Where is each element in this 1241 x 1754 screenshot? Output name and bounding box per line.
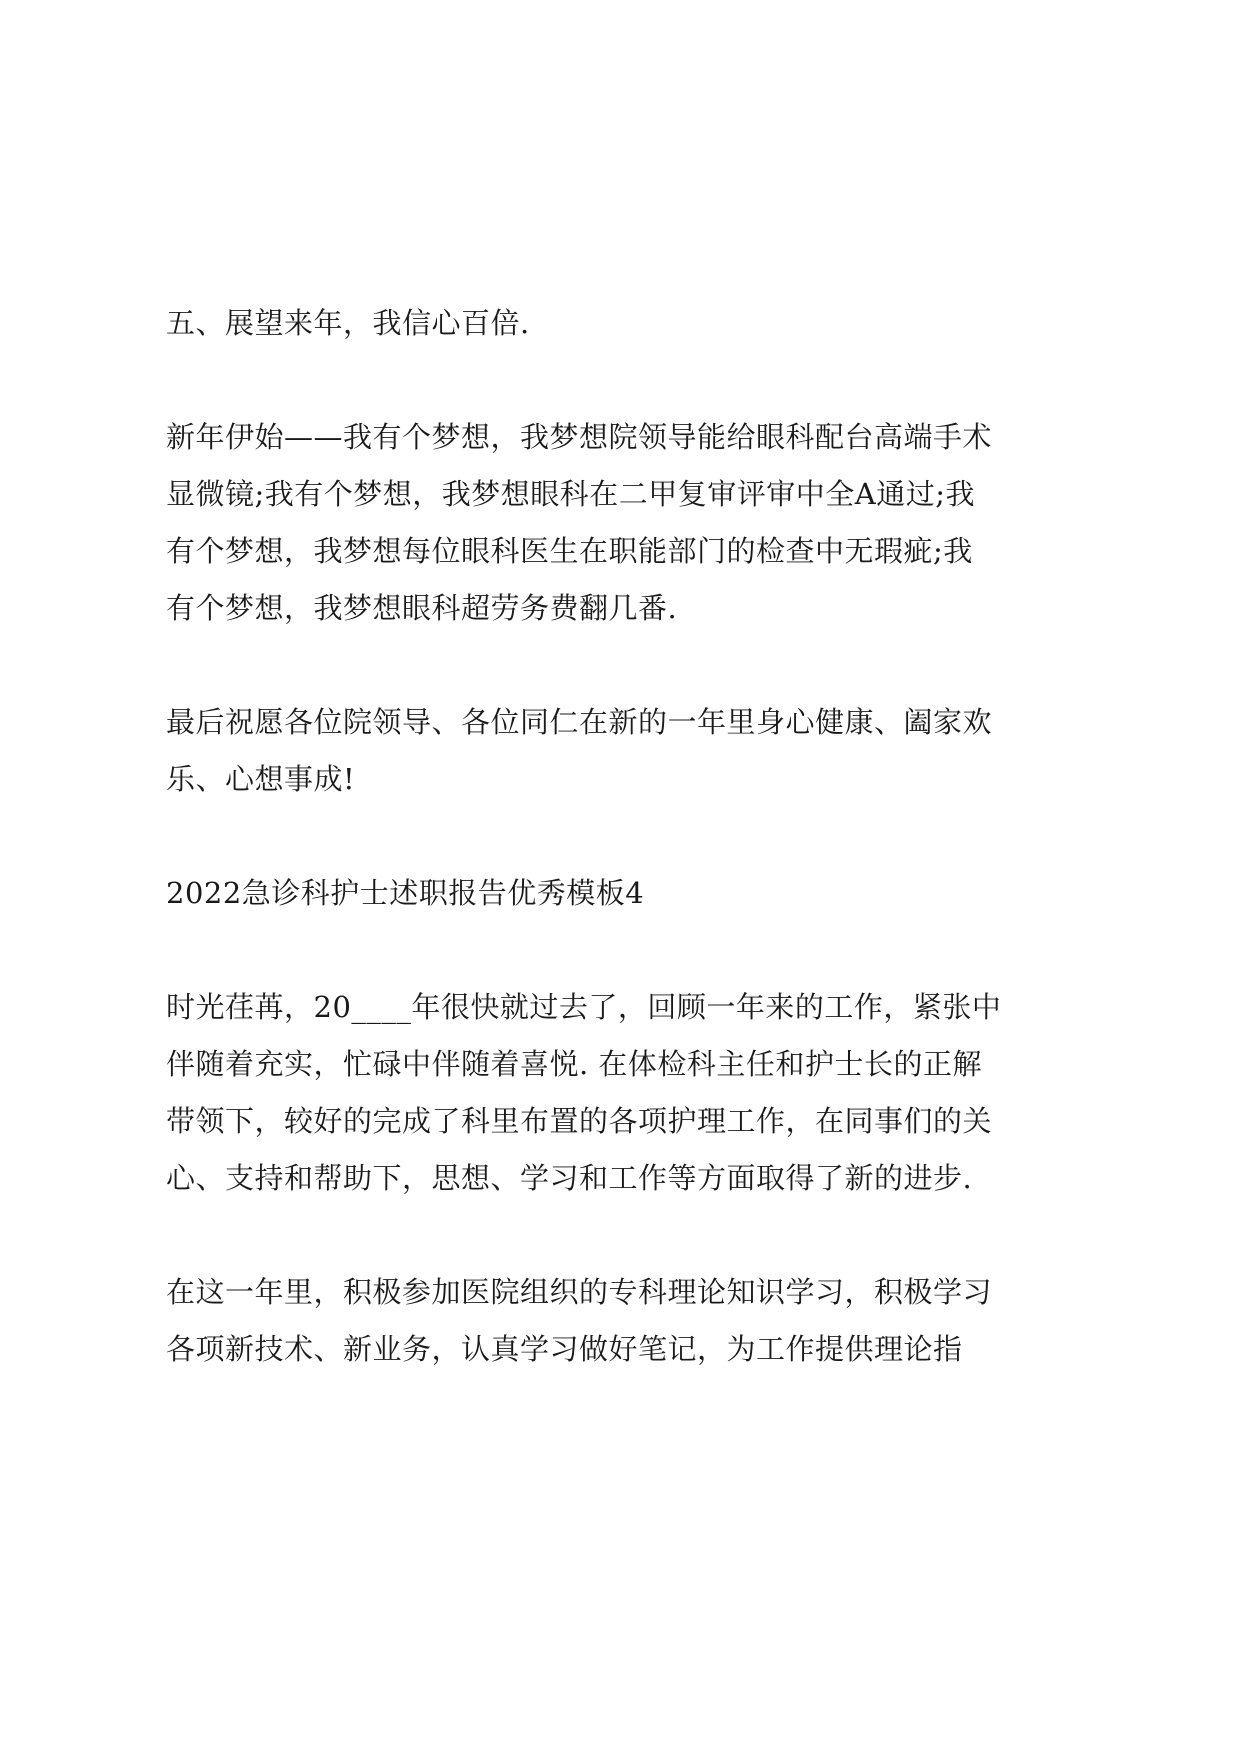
text-line: 有个梦想，我梦想每位眼科医生在职能部门的检查中无瑕疵;我 bbox=[166, 534, 973, 568]
text-line: 新年伊始——我有个梦想，我梦想院领导能给眼科配台高端手术 bbox=[166, 420, 993, 454]
paragraph-gap bbox=[166, 922, 1096, 979]
paragraph bbox=[166, 694, 1096, 808]
section-title bbox=[166, 865, 1096, 922]
text-line: 带领下，较好的完成了科里布置的各项护理工作，在同事们的关 bbox=[166, 1104, 993, 1138]
paragraph-gap bbox=[166, 637, 1096, 694]
section-heading bbox=[166, 295, 1096, 352]
text-line: 显微镜;我有个梦想，我梦想眼科在二甲复审评审中全A通过;我 bbox=[166, 477, 975, 511]
text-line: 乐、心想事成! bbox=[166, 762, 356, 796]
paragraph-gap bbox=[166, 1207, 1096, 1264]
text-line: 有个梦想，我梦想眼科超劳务费翻几番. bbox=[166, 591, 678, 625]
paragraph-gap bbox=[166, 808, 1096, 865]
paragraph-gap bbox=[166, 352, 1096, 409]
text-line: 时光荏苒，20____年很快就过去了，回顾一年来的工作，紧张中 bbox=[166, 990, 1002, 1024]
text-line: 2022急诊科护士述职报告优秀模板4 bbox=[166, 876, 645, 910]
text-line: 最后祝愿各位院领导、各位同仁在新的一年里身心健康、阖家欢 bbox=[166, 705, 993, 739]
text-line: 在这一年里，积极参加医院组织的专科理论知识学习，积极学习 bbox=[166, 1275, 993, 1309]
text-line: 各项新技术、新业务，认真学习做好笔记，为工作提供理论指 bbox=[166, 1332, 963, 1366]
text-line: 心、支持和帮助下，思想、学习和工作等方面取得了新的进步. bbox=[166, 1161, 973, 1195]
text-line: 五、展望来年，我信心百倍. bbox=[166, 306, 530, 340]
document-body bbox=[166, 295, 1096, 1378]
paragraph bbox=[166, 979, 1096, 1207]
paragraph bbox=[166, 409, 1096, 637]
text-line: 伴随着充实，忙碌中伴随着喜悦. 在体检科主任和护士长的正解 bbox=[166, 1047, 982, 1081]
paragraph bbox=[166, 1264, 1096, 1378]
